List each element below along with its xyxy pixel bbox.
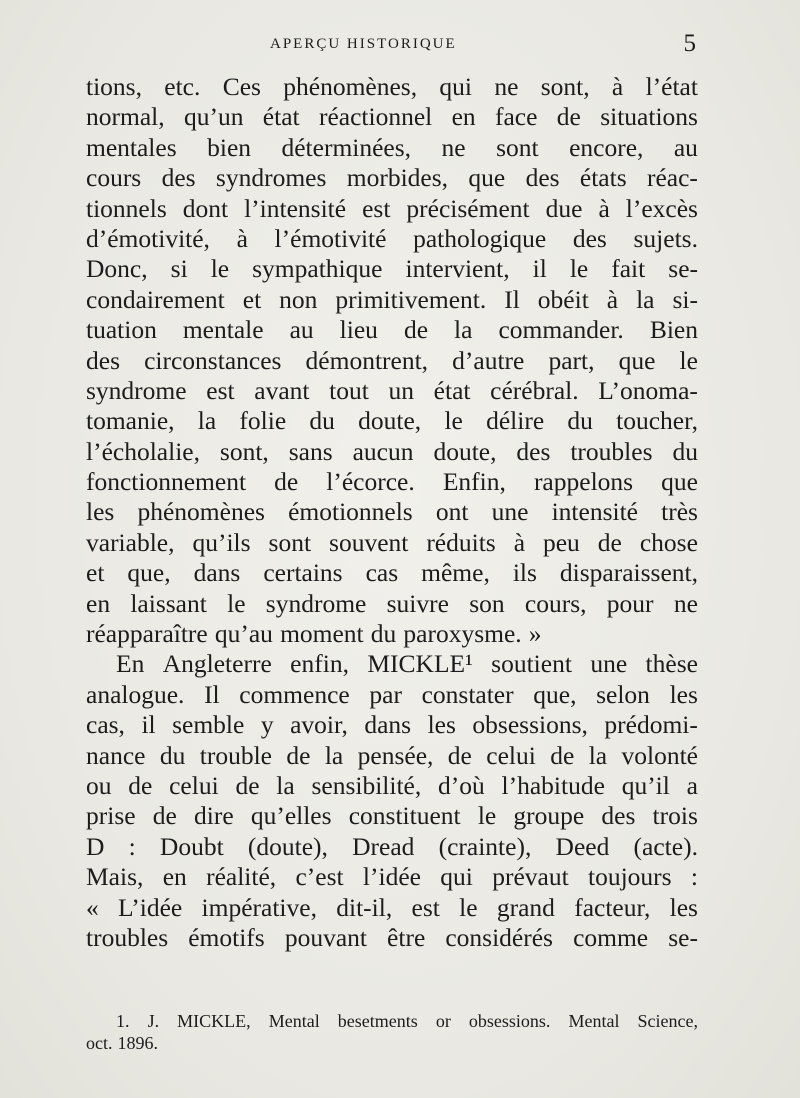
word: la: [197, 406, 217, 436]
text-line: [86, 680, 698, 710]
word: d’où: [438, 770, 485, 800]
word: par: [369, 679, 402, 709]
word: disparaissent,: [559, 558, 698, 588]
footnote-line: [86, 1010, 698, 1032]
word: prise: [86, 801, 136, 831]
word: ne: [441, 132, 466, 162]
word: l’écholalie,: [86, 436, 200, 466]
text-line: [86, 194, 698, 224]
word: l’écorce.: [326, 467, 415, 497]
word: MICKLE¹: [367, 649, 473, 679]
word: dire: [194, 801, 234, 831]
word: de: [152, 801, 177, 831]
word: des: [525, 163, 560, 193]
word: toucher,: [616, 406, 698, 436]
word: volonté: [621, 740, 698, 770]
word: lieu: [339, 315, 378, 345]
word: de: [597, 527, 622, 557]
text-line: [86, 285, 698, 315]
word: un: [388, 375, 414, 405]
text-line: [86, 437, 698, 467]
word: des: [86, 345, 120, 375]
word: le: [227, 588, 246, 618]
word: intensité: [551, 497, 638, 527]
word: commander.: [498, 315, 624, 345]
text-line: [86, 771, 698, 801]
word: que,: [127, 558, 171, 588]
word: constituent: [348, 801, 461, 831]
word: à: [236, 223, 248, 253]
text-line: [86, 467, 698, 497]
word: ne: [494, 72, 519, 101]
word: être: [387, 922, 426, 952]
text-line: [86, 893, 698, 923]
word: des: [516, 436, 551, 466]
word: démontrent,: [305, 345, 429, 375]
word: condairement: [86, 284, 225, 314]
word: phénomènes,: [283, 72, 418, 101]
word: de: [235, 770, 260, 800]
word: qui: [439, 72, 473, 101]
word: semble: [172, 710, 245, 740]
word: le: [569, 254, 589, 284]
text-line: [86, 315, 698, 345]
text-line: [86, 163, 698, 193]
text-line: [86, 528, 698, 558]
word: des: [601, 801, 636, 831]
word: pathologique: [413, 223, 547, 253]
word: l’excès: [625, 193, 698, 223]
word: le: [477, 801, 497, 831]
word: (acte).: [633, 831, 698, 861]
word: »: [528, 619, 542, 649]
word: obsessions.: [468, 1011, 551, 1031]
text-line: [86, 589, 698, 619]
text-line: [86, 649, 698, 679]
word: l’émotivité: [274, 223, 387, 253]
word: D: [86, 831, 105, 861]
word: sympathique: [252, 254, 383, 284]
word: «: [86, 892, 99, 922]
word: son: [469, 588, 505, 618]
word: toujours: [587, 862, 672, 892]
page-header: [80, 30, 700, 66]
word: syndrome: [86, 375, 187, 405]
word: dit-il,: [336, 892, 393, 922]
word: précisément: [406, 193, 530, 223]
word: en: [162, 862, 187, 892]
word: folie: [239, 406, 287, 436]
word: dans: [193, 558, 241, 588]
word: besetments: [337, 1011, 418, 1031]
word: tout: [329, 375, 369, 405]
word: En: [116, 649, 145, 679]
word: non: [279, 284, 318, 314]
word: à: [611, 72, 624, 101]
word: réac-: [646, 163, 698, 193]
word: la: [636, 284, 655, 314]
text-line: [86, 254, 698, 284]
word: états: [579, 163, 627, 193]
text-line: [86, 102, 698, 132]
word: mentales: [86, 132, 177, 162]
word: avoir,: [290, 710, 348, 740]
word: situations: [600, 102, 698, 132]
word: primitivement.: [335, 284, 487, 314]
word: l’état: [645, 72, 698, 101]
word: mentale: [182, 315, 264, 345]
word: analogue.: [86, 679, 185, 709]
word: rappelons: [533, 467, 634, 497]
text-line: [86, 832, 698, 862]
word: émotifs: [188, 922, 265, 952]
word: Il: [504, 284, 520, 314]
word: peu: [542, 527, 580, 557]
word: tionnels: [86, 193, 167, 223]
word: réalité,: [206, 862, 277, 892]
word: oct.: [86, 1033, 113, 1053]
word: ils: [512, 558, 537, 588]
word: de: [556, 102, 581, 132]
text-line: [86, 497, 698, 527]
word: des: [161, 163, 196, 193]
word: qu’elles: [250, 801, 332, 831]
word: (crainte),: [438, 831, 532, 861]
word: doute,: [358, 406, 422, 436]
word: est: [206, 375, 235, 405]
word: trouble: [199, 740, 272, 770]
word: réduits: [426, 527, 496, 557]
word: la: [454, 315, 473, 345]
word: tuation: [86, 315, 157, 345]
word: commence: [239, 679, 350, 709]
word: Dread: [352, 831, 415, 861]
word: qu’il: [621, 770, 670, 800]
word: enfin,: [290, 649, 349, 679]
word: groupe: [513, 801, 585, 831]
word: facteur,: [574, 892, 651, 922]
word: il: [532, 254, 547, 284]
text-line: [86, 72, 698, 102]
word: cérébral.: [490, 375, 579, 405]
word: des: [572, 223, 607, 253]
word: a: [686, 770, 698, 800]
word: tomanie,: [86, 406, 175, 436]
word: (doute),: [247, 831, 328, 861]
word: délire: [486, 406, 545, 436]
word: etc.: [164, 72, 201, 101]
word: nance: [86, 740, 146, 770]
word: réapparaître: [86, 619, 208, 649]
word: sont: [496, 132, 539, 162]
word: fait: [611, 254, 646, 284]
word: Mental: [568, 1011, 620, 1031]
word: obéit: [537, 284, 589, 314]
word: cas: [365, 558, 399, 588]
word: J.: [147, 1011, 160, 1031]
word: ou: [86, 770, 112, 800]
word: la: [324, 740, 344, 770]
word: cours,: [524, 588, 587, 618]
word: au: [673, 132, 698, 162]
word: de: [447, 740, 472, 770]
word: pour: [606, 588, 654, 618]
text-line: [86, 923, 698, 953]
text-line: [86, 346, 698, 376]
page-number: 5: [683, 30, 696, 57]
word: certains: [263, 558, 343, 588]
word: sont: [268, 527, 312, 557]
word: cas,: [86, 710, 125, 740]
word: une: [491, 497, 529, 527]
text-line: [86, 133, 698, 163]
word: émotionnels: [288, 497, 413, 527]
word: dont: [182, 193, 229, 223]
word: la: [276, 770, 295, 800]
word: Donc,: [86, 254, 148, 284]
word: chose: [639, 527, 698, 557]
word: du: [672, 436, 698, 466]
word: sujets.: [633, 223, 698, 253]
word: cours: [86, 163, 142, 193]
word: fonctionnement: [86, 467, 247, 497]
word: syndromes: [215, 163, 327, 193]
word: si: [170, 254, 188, 284]
word: 1.: [116, 1011, 130, 1031]
text-line: [86, 862, 698, 892]
text-line: [86, 710, 698, 740]
word: en: [86, 588, 111, 618]
word: doute,: [433, 436, 497, 466]
word: qu’ils: [192, 527, 251, 557]
word: du: [159, 740, 186, 770]
word: comme: [573, 922, 649, 952]
word: l’idée: [362, 862, 421, 892]
word: impérative,: [201, 892, 317, 922]
word: les: [86, 497, 115, 527]
footnote: [86, 1010, 698, 1054]
word: :: [128, 831, 136, 861]
word: circonstances: [144, 345, 282, 375]
word: aucun: [352, 436, 414, 466]
word: avant: [254, 375, 310, 405]
word: syndrome: [265, 588, 367, 618]
word: à: [598, 193, 610, 223]
word: face: [495, 102, 538, 132]
word: le: [210, 254, 230, 284]
text-line: [86, 406, 698, 436]
word: paroxysme.: [403, 619, 522, 649]
word: Ces: [222, 72, 261, 101]
word: bien: [207, 132, 252, 162]
word: considérés: [445, 922, 553, 952]
word: que,: [533, 679, 577, 709]
word: or: [435, 1011, 451, 1031]
word: les: [669, 679, 698, 709]
word: L’onoma-: [598, 375, 698, 405]
word: encore,: [569, 132, 644, 162]
word: que: [661, 467, 698, 497]
word: MICKLE,: [177, 1011, 251, 1031]
word: une: [590, 649, 628, 679]
word: thèse: [645, 649, 698, 679]
word: de: [274, 467, 299, 497]
text-line: [86, 224, 698, 254]
word: de: [403, 315, 429, 345]
word: Bien: [649, 315, 698, 345]
footnote-line: [86, 1032, 698, 1054]
word: laissant: [130, 588, 207, 618]
word: celui: [486, 740, 536, 770]
word: au: [289, 315, 314, 345]
word: ont: [435, 497, 469, 527]
word: suivre: [386, 588, 449, 618]
text-line: [86, 741, 698, 771]
word: selon: [596, 679, 650, 709]
word: les: [669, 892, 698, 922]
word: qu’au: [214, 619, 273, 649]
word: que: [468, 163, 506, 193]
word: état: [262, 102, 300, 132]
word: se-: [668, 254, 698, 284]
word: constater: [421, 679, 514, 709]
word: part,: [548, 345, 595, 375]
word: très: [661, 497, 698, 527]
word: qu’un: [183, 102, 244, 132]
word: c’est: [295, 862, 344, 892]
text-line: [86, 558, 698, 588]
word: pouvant: [284, 922, 367, 952]
word: sans: [288, 436, 333, 466]
word: Science,: [637, 1011, 698, 1031]
body-text: [86, 72, 698, 953]
word: Deed: [555, 831, 610, 861]
word: est: [411, 892, 440, 922]
word: normal,: [86, 102, 165, 132]
word: à: [606, 284, 619, 314]
word: à: [513, 527, 526, 557]
word: moment: [280, 619, 364, 649]
word: que: [618, 345, 656, 375]
word: en: [451, 102, 476, 132]
word: de: [286, 740, 311, 770]
word: du: [309, 406, 335, 436]
word: 1896.: [117, 1033, 159, 1053]
word: Angleterre: [162, 649, 272, 679]
word: est: [362, 193, 391, 223]
word: le: [444, 406, 463, 436]
word: se-: [668, 922, 698, 952]
word: troubles: [570, 436, 653, 466]
word: morbides,: [346, 163, 449, 193]
word: phénomènes: [137, 497, 265, 527]
word: et: [86, 558, 105, 588]
word: réactionnel: [318, 102, 433, 132]
word: si-: [672, 284, 698, 314]
word: même,: [421, 558, 490, 588]
word: de: [550, 740, 575, 770]
word: déterminées,: [281, 132, 412, 162]
word: Mental: [268, 1011, 320, 1031]
word: le: [679, 345, 698, 375]
word: variable,: [86, 527, 175, 557]
word: Il: [204, 679, 220, 709]
word: :: [690, 862, 698, 892]
word: intervient,: [405, 254, 510, 284]
word: Mais,: [86, 862, 144, 892]
word: d’autre: [452, 345, 525, 375]
word: l’intensité: [244, 193, 347, 223]
word: sont,: [540, 72, 590, 101]
word: prédomi-: [604, 710, 698, 740]
word: Doubt: [159, 831, 224, 861]
word: sensibilité,: [311, 770, 422, 800]
word: et: [242, 284, 262, 314]
word: l’habitude: [501, 770, 605, 800]
word: Enfin,: [442, 467, 506, 497]
word: due: [545, 193, 583, 223]
word: dans: [364, 710, 412, 740]
word: y: [260, 710, 274, 740]
word: L’idée: [118, 892, 183, 922]
word: grand: [496, 892, 555, 922]
word: ne: [673, 588, 698, 618]
word: d’émotivité,: [86, 223, 210, 253]
text-line: [86, 619, 698, 649]
word: sont,: [219, 436, 269, 466]
word: celui: [169, 770, 219, 800]
word: souvent: [329, 527, 409, 557]
word: qui: [440, 862, 473, 892]
word: les: [427, 710, 456, 740]
word: tions,: [86, 72, 142, 101]
word: obsessions,: [472, 710, 588, 740]
word: soutient: [491, 649, 572, 679]
word: troubles: [86, 922, 169, 952]
word: du: [370, 619, 397, 649]
text-line: [86, 376, 698, 406]
word: il: [141, 710, 156, 740]
word: la: [588, 740, 608, 770]
word: le: [459, 892, 478, 922]
running-head: APERÇU HISTORIQUE: [270, 36, 457, 52]
text-line: [86, 801, 698, 831]
word: de: [128, 770, 153, 800]
word: pensée,: [357, 740, 434, 770]
word: prévaut: [492, 862, 569, 892]
word: état: [433, 375, 471, 405]
word: trois: [652, 801, 698, 831]
word: du: [567, 406, 593, 436]
